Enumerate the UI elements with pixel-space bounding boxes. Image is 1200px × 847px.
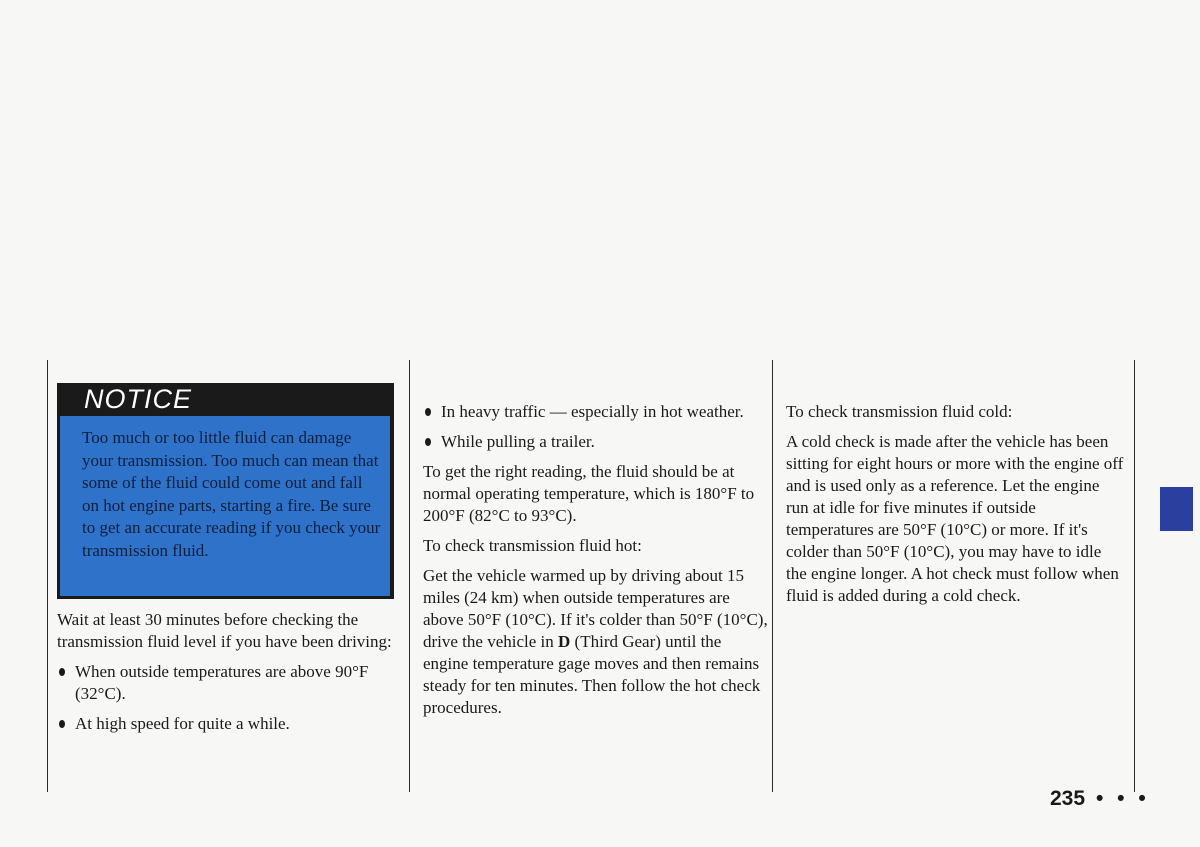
notice-title: NOTICE (84, 384, 193, 414)
column-3 (786, 401, 1126, 615)
bullet-high-speed: At high speed for quite a while. (57, 713, 402, 735)
page-number: 235 (1050, 787, 1086, 810)
notice-body (60, 416, 390, 596)
column-rule-middle-right (772, 360, 773, 792)
notice-text: Too much or too little fluid can damage your transmission. Too much can mean that some of the fluid could come out and fall on hot engine parts, starting a fire. Be sure to get an accurate reading if you check your transmission fluid. (82, 428, 381, 560)
wait-paragraph: Wait at least 30 minutes before checking the transmission fluid level if you have been driving: (57, 610, 392, 651)
bullet-hot-temperatures: When outside temperatures are above 90°F (32°C). (57, 661, 402, 705)
notice-box (57, 383, 394, 599)
column-2 (423, 401, 768, 727)
page-number-dots: • • • (1096, 787, 1150, 810)
column-rule-right (1134, 360, 1135, 792)
section-tab (1160, 487, 1193, 531)
column-rule-middle-left (409, 360, 410, 792)
gear-label: D (558, 632, 571, 651)
bullet-pulling-trailer: While pulling a trailer. (423, 431, 768, 453)
hot-check-text-start: Get the vehicle warmed up by driving about 15 miles (24 km) when outside temperatures are above 50°F (10°C). If it's colder than 50°F (10°C), drive the vehicle in (423, 566, 768, 651)
hot-check-paragraph (423, 565, 768, 719)
operating-temperature-paragraph: To get the right reading, the fluid should be at normal operating temperature, which is 180°F to 200°F (82°C to 93°C). (423, 462, 755, 525)
bullet-heavy-traffic: In heavy traffic — especially in hot weather. (423, 401, 768, 423)
column-rule-left (47, 360, 48, 792)
cold-check-heading: To check transmission fluid cold: (786, 402, 1013, 421)
hot-check-text-end: (Third Gear) until the engine temperature gage moves and then remains steady for ten minutes. Then follow the hot check procedures. (423, 632, 761, 717)
hot-check-heading: To check transmission fluid hot: (423, 536, 642, 555)
cold-check-paragraph: A cold check is made after the vehicle has been sitting for eight hours or more with the engine off and is used only as a reference. Let the engine run at idle for five minutes if outside temperatures are 50°F (10°C) or more. If it's colder than 50°F (10°C), you may have to idle the engine longer. A hot check must follow when fluid is added during a cold check. (786, 432, 1124, 605)
column-1 (57, 609, 402, 743)
